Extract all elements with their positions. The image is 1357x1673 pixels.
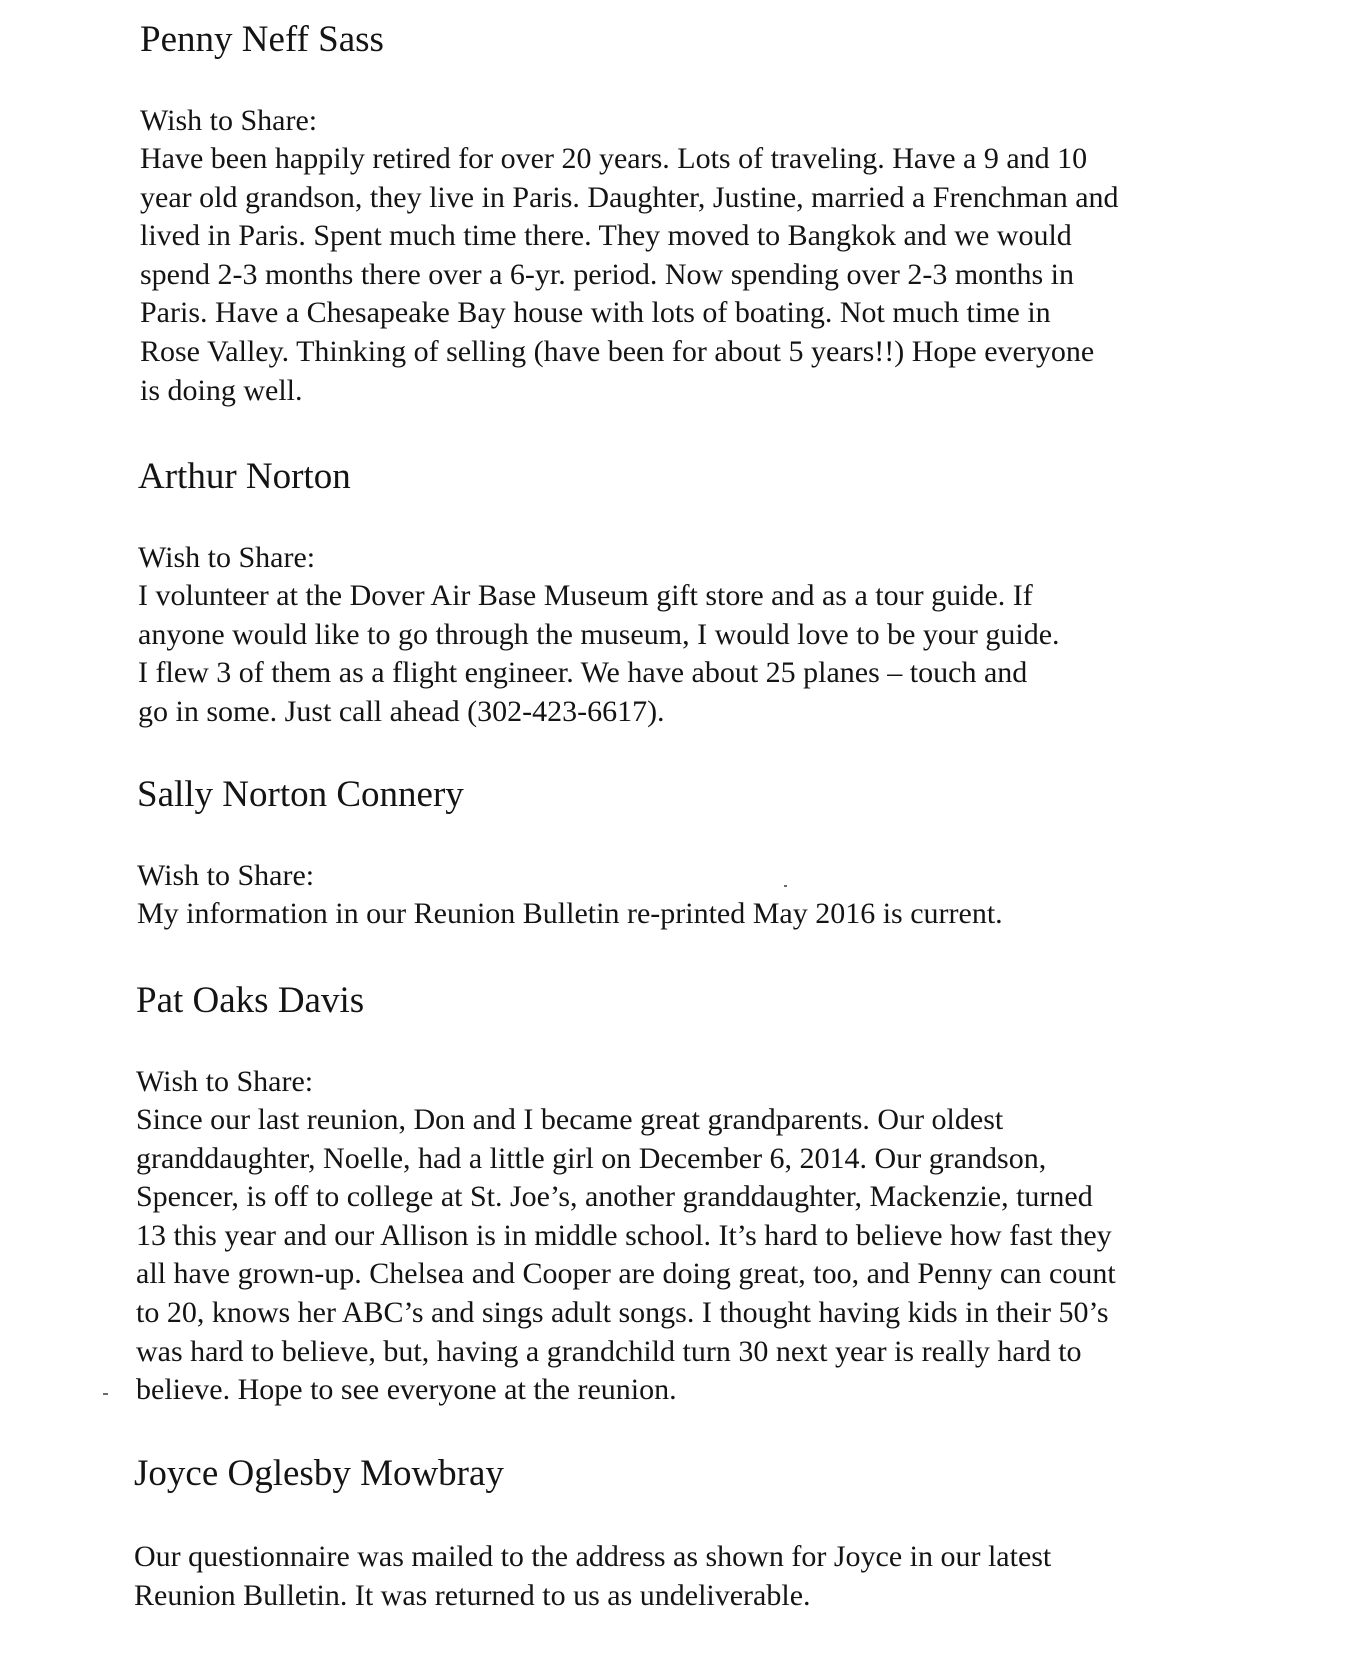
wish-to-share-label: Wish to Share:	[137, 859, 315, 892]
text-line: I flew 3 of them as a flight engineer. We have about 25 planes – touch and	[138, 656, 1028, 690]
text-line: Reunion Bulletin. It was returned to us as undeliverable.	[134, 1578, 811, 1612]
wish-to-share-label: Wish to Share:	[138, 541, 316, 574]
text-line: believe. Hope to see everyone at the reunion.	[136, 1373, 677, 1407]
entry-text	[140, 140, 1290, 410]
text-line: I volunteer at the Dover Air Base Museum gift store and as a tour guide. If	[138, 579, 1033, 612]
text-line: Rose Valley. Thinking of selling (have been for about 5 years!!) Hope everyone	[140, 334, 1095, 368]
entry-name: Joyce Oglesby Mowbray	[134, 1453, 504, 1494]
entry-text	[136, 1101, 1286, 1410]
entry-arthur-norton	[138, 455, 1288, 731]
entry-penny-neff-sass	[140, 18, 1290, 410]
text-line: was hard to believe, but, having a grandchild turn 30 next year is really hard to	[136, 1334, 1082, 1368]
entry-text	[137, 895, 1287, 934]
text-line: is doing well.	[140, 373, 303, 407]
text-line: Since our last reunion, Don and I became great grandparents. Our oldest	[136, 1103, 1004, 1136]
entry-name: Pat Oaks Davis	[136, 980, 365, 1021]
text-line: anyone would like to go through the museum, I would love to be your guide.	[138, 617, 1060, 651]
text-line: Have been happily retired for over 20 years. Lots of traveling. Have a 9 and 10	[140, 142, 1088, 175]
text-line: lived in Paris. Spent much time there. They moved to Bangkok and we would	[140, 219, 1072, 253]
wish-to-share-label: Wish to Share:	[140, 104, 318, 137]
entry-joyce-oglesby-mowbray	[134, 1452, 1284, 1615]
entry-name: Arthur Norton	[138, 456, 351, 497]
entry-name: Penny Neff Sass	[140, 19, 384, 60]
text-line: all have grown-up. Chelsea and Cooper are doing great, too, and Penny can count	[136, 1257, 1116, 1291]
text-line: to 20, knows her ABC’s and sings adult songs. I thought having kids in their 50’s	[136, 1295, 1109, 1329]
scan-speck	[103, 1393, 108, 1395]
entry-name: Sally Norton Connery	[137, 774, 464, 815]
entry-text	[134, 1538, 1284, 1615]
text-line: granddaughter, Noelle, had a little girl on December 6, 2014. Our grandson,	[136, 1141, 1047, 1175]
entry-sally-norton-connery	[137, 773, 1287, 934]
text-line: 13 this year and our Allison is in middle school. It’s hard to believe how fast they	[136, 1218, 1112, 1252]
text-line: Spencer, is off to college at St. Joe’s, another granddaughter, Mackenzie, turned	[136, 1180, 1093, 1214]
entry-text	[138, 577, 1288, 731]
text-line: My information in our Reunion Bulletin re-printed May 2016 is current.	[137, 897, 1003, 930]
text-line: go in some. Just call ahead (302-423-6617).	[138, 694, 665, 728]
entry-pat-oaks-davis	[136, 979, 1286, 1410]
text-line: Paris. Have a Chesapeake Bay house with lots of boating. Not much time in	[140, 296, 1051, 330]
text-line: Our questionnaire was mailed to the address as shown for Joyce in our latest	[134, 1540, 1052, 1573]
text-line: spend 2-3 months there over a 6-yr. period. Now spending over 2-3 months in	[140, 257, 1074, 291]
scan-speck	[784, 885, 787, 887]
wish-to-share-label: Wish to Share:	[136, 1065, 314, 1098]
text-line: year old grandson, they live in Paris. Daughter, Justine, married a Frenchman and	[140, 180, 1119, 214]
